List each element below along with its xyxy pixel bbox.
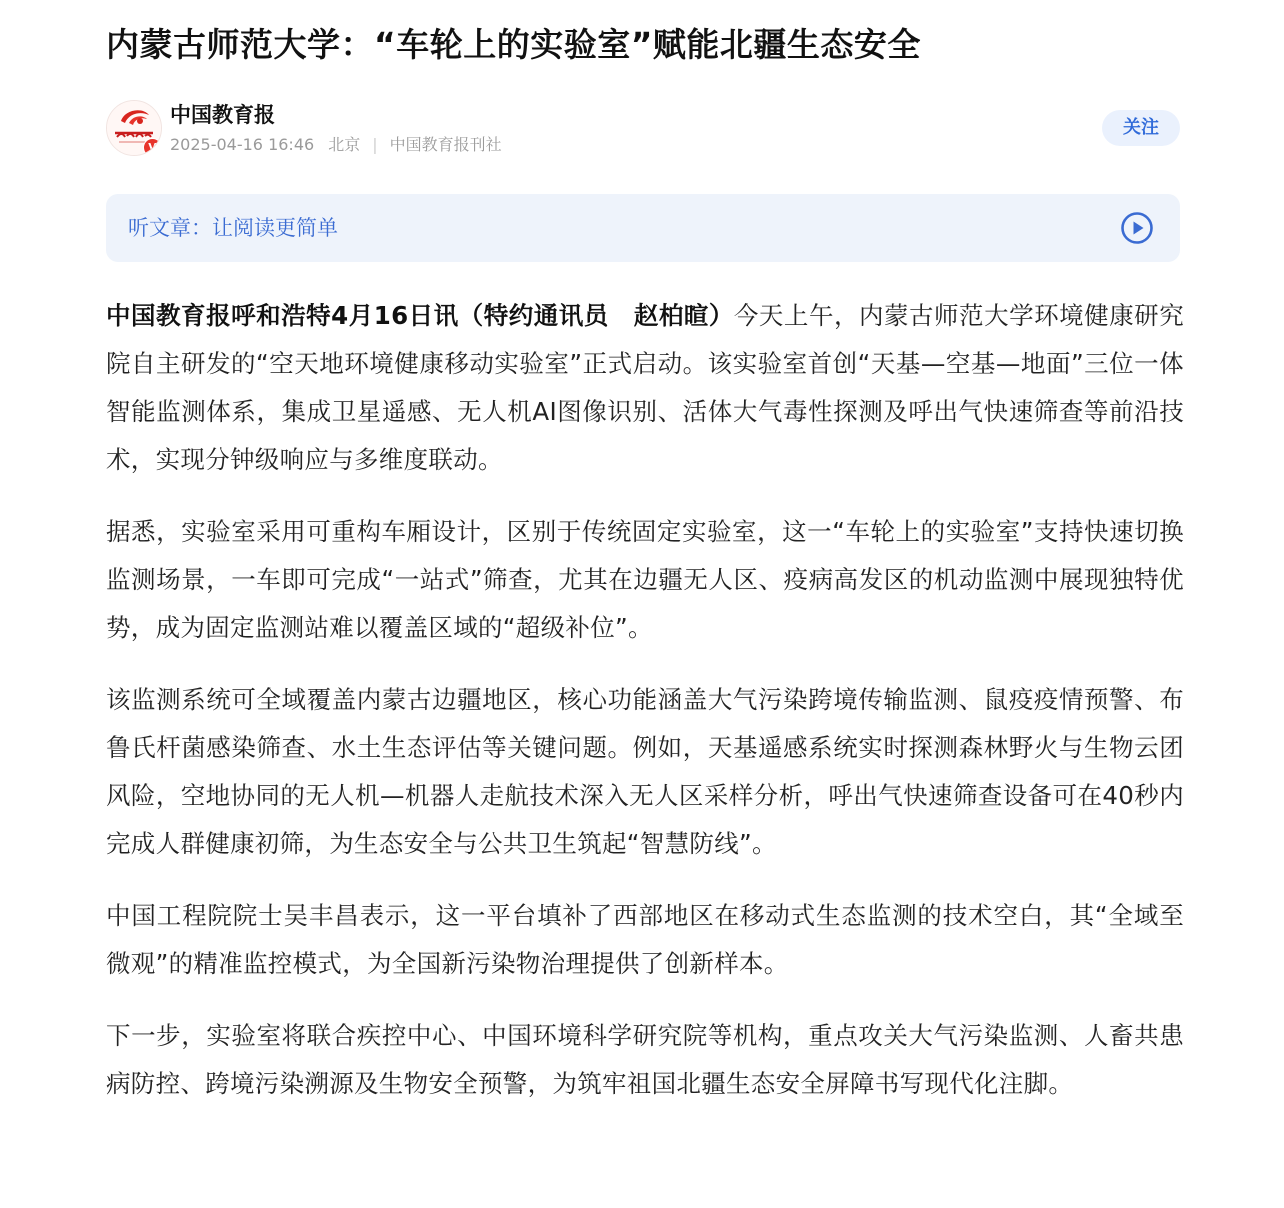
publish-source: 中国教育报刊社 [389,135,502,154]
play-button[interactable] [1120,211,1154,245]
listen-article-bar[interactable] [106,194,1180,262]
publish-datetime: 2025-04-16 16:46 [170,135,315,154]
paragraph-text: 中国工程院院士吴丰昌表示，这一平台填补了西部地区在移动式生态监测的技术空白，其“全域至微观”的精准监控模式，为全国新污染物治理提供了创新样本。 [106,901,1184,978]
meta-divider: | [372,135,378,154]
article-paragraph [106,892,1184,988]
article-paragraph [106,508,1184,652]
verified-badge: V [143,138,162,156]
article-paragraph [106,676,1184,868]
follow-button[interactable]: 关注 [1102,110,1180,146]
author-bar [106,98,1180,160]
listen-label: 听文章：让阅读更简单 [128,216,338,240]
article-body [106,292,1184,1132]
dateline-lead: 中国教育报呼和浩特4月16日讯（特约通讯员 赵柏暄） [106,301,734,330]
paragraph-text: 下一步，实验室将联合疾控中心、中国环境科学研究院等机构，重点攻关大气污染监测、人畜共患病防控、跨境污染溯源及生物安全预警，为筑牢祖国北疆生态安全屏障书写现代化注脚。 [106,1021,1184,1098]
article-paragraph [106,292,1184,484]
paragraph-text: 该监测系统可全域覆盖内蒙古边疆地区，核心功能涵盖大气污染跨境传输监测、鼠疫疫情预警、布鲁氏杆菌感染筛查、水土生态评估等关键问题。例如，天基遥感系统实时探测森林野火与生物云团风险，空地协同的无人机—机器人走航技术深入无人区采样分析，呼出气快速筛查设备可在40秒内完成人群健康初筛，为生态安全与公共卫生筑起“智慧防线”。 [106,685,1184,858]
article-paragraph [106,1012,1184,1108]
avatar[interactable] [106,100,162,156]
article-title: 内蒙古师范大学：“车轮上的实验室”赋能北疆生态安全 [106,25,921,64]
article-meta [170,134,502,156]
publish-location: 北京 [328,135,361,154]
paragraph-text: 今天上午，内蒙古师范大学环境健康研究院自主研发的“空天地环境健康移动实验室”正式启动。该实验室首创“天基—空基—地面”三位一体智能监测体系，集成卫星遥感、无人机AI图像识别、活体大气毒性探测及呼出气快速筛查等前沿技术，实现分钟级响应与多维度联动。 [106,301,1184,474]
paragraph-text: 据悉，实验室采用可重构车厢设计，区别于传统固定实验室，这一“车轮上的实验室”支持快速切换监测场景，一车即可完成“一站式”筛查，尤其在边疆无人区、疫病高发区的机动监测中展现独特优势，成为固定监测站难以覆盖区域的“超级补位”。 [106,517,1184,642]
play-circle-icon [1120,211,1154,245]
author-name[interactable]: 中国教育报 [170,103,275,127]
